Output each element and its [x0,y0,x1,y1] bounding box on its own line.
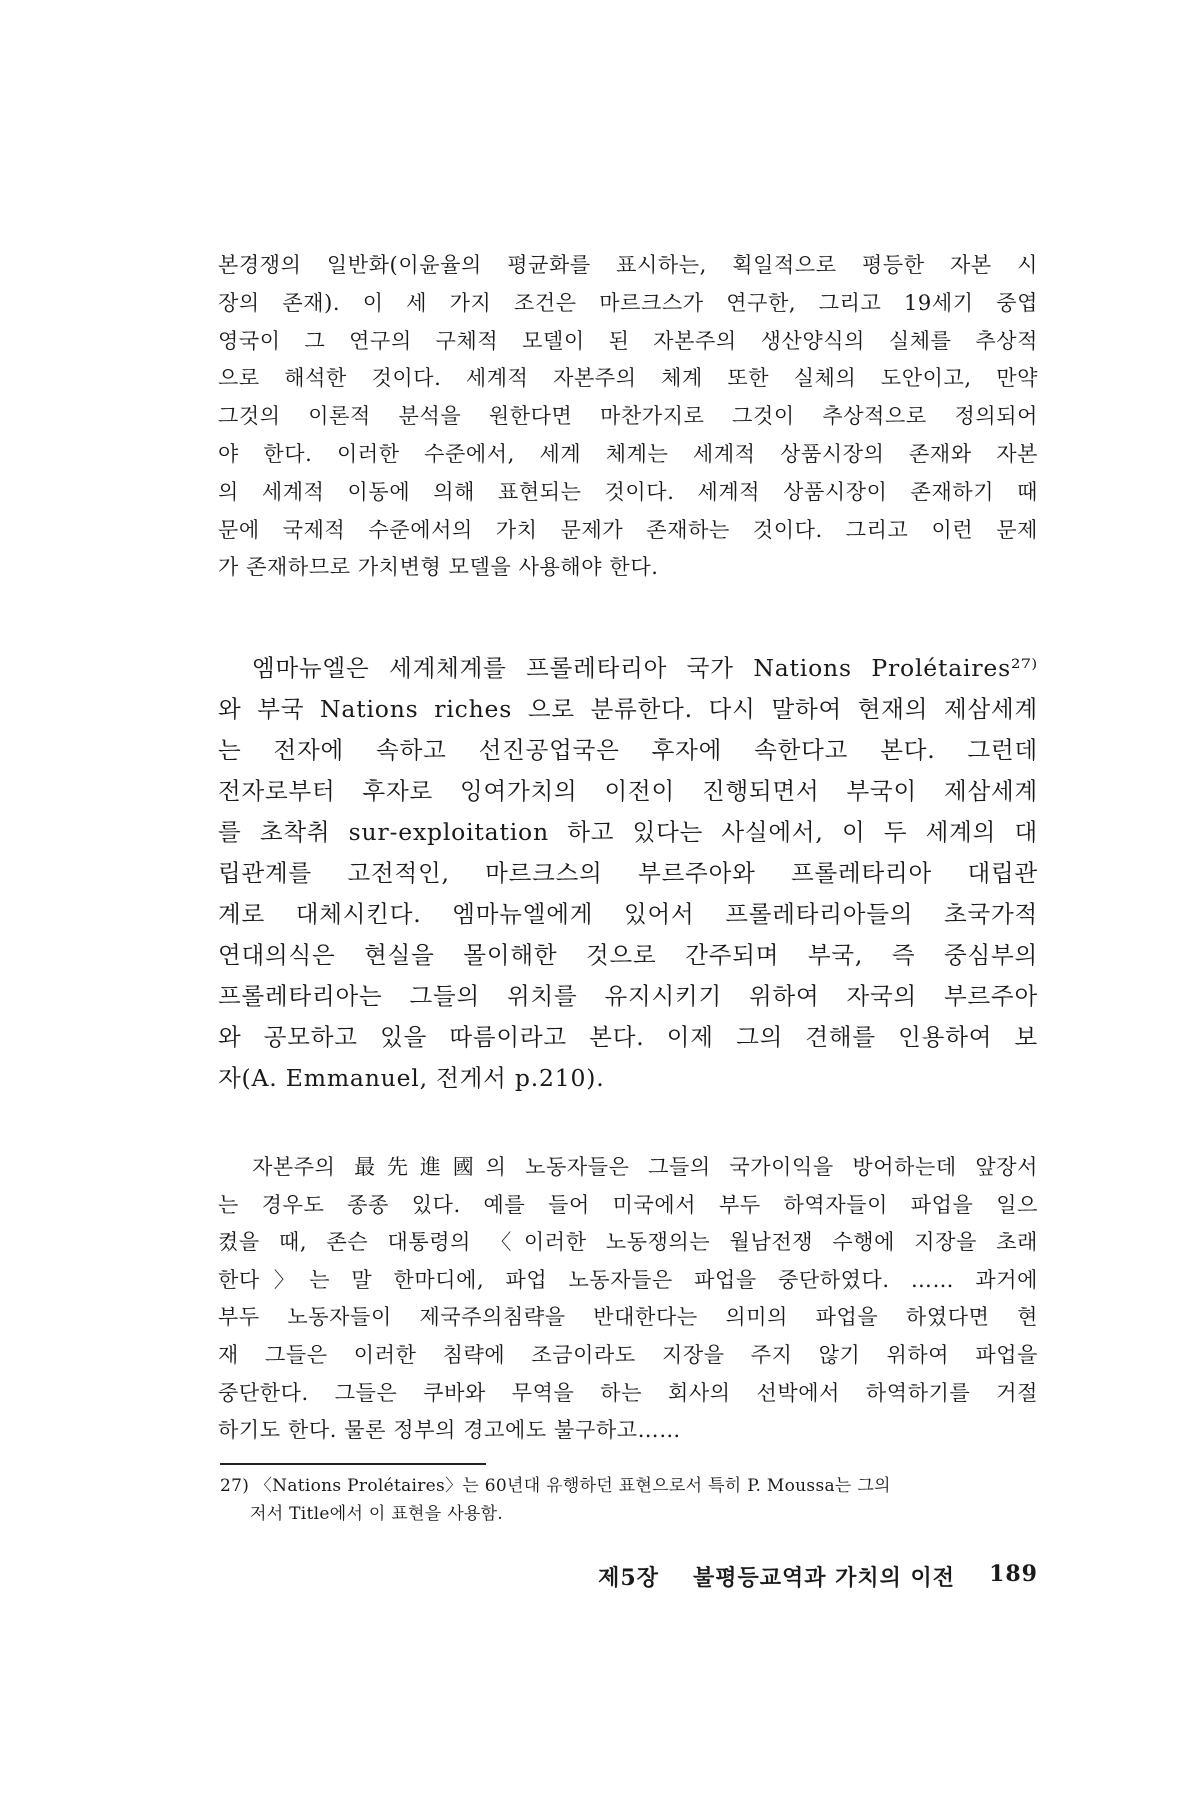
text-line: 한다〉는 말 한마디에, 파업 노동자들은 파업을 중단하였다. …… 과거에 [218,1267,1038,1292]
text-line: 으로 해석한 것이다. 세계적 자본주의 체계 또한 실체의 도안이고, 만약 [218,366,1038,391]
text-line: 를 초착취 sur-exploitation 하고 있다는 사실에서, 이 두 세계의 대 [218,818,1038,846]
text-line: 하기도 한다. 물론 정부의 경고에도 불구하고…… [218,1418,681,1443]
text-line: 계로 대체시킨다. 엠마뉴엘에게 있어서 프롤레타리아들의 초국가적 [218,900,1038,928]
chapter-number: 제5장 [598,1565,659,1591]
footnote-line: 저서 Title에서 이 표현을 사용함. [250,1504,504,1524]
block-quote [218,1149,1038,1450]
text-line: 그것의 이론적 분석을 원한다면 마찬가지로 그것이 추상적으로 정의되어 [218,404,1038,429]
text-line: 야 한다. 이러한 수준에서, 세계 체계는 세계적 상품시장의 존재와 자본 [218,441,1038,466]
text-line: 립관계를 고전적인, 마르크스의 부르주아와 프롤레타리아 대립관 [218,859,1038,887]
text-line: 는 전자에 속하고 선진공업국은 후자에 속한다고 본다. 그런데 [218,736,1038,764]
text-line: 영국이 그 연구의 구체적 모델이 된 자본주의 생산양식의 실체를 추상적 [218,328,1038,353]
footnote [220,1472,1038,1528]
text-line: 가 존재하므로 가치변형 모델을 사용해야 한다. [218,555,659,580]
text-line: 재 그들은 이러한 침략에 조금이라도 지장을 주지 않기 위하여 파업을 [218,1342,1038,1367]
text-line: 자본주의 最先進國의 노동자들은 그들의 국가이익을 방어하는데 앞장서 [252,1155,1038,1179]
text-line: 장의 존재). 이 세 가지 조건은 마르크스가 연구한, 그리고 19세기 중엽 [218,290,1038,315]
footnote-divider [220,1463,486,1465]
text-line: 연대의식은 현실을 몰이해한 것으로 간주되며 부국, 즉 중심부의 [218,941,1038,969]
chapter-title: 불평등교역과 가치의 이전 [692,1565,956,1591]
page-number: 189 [989,1561,1038,1587]
footnote-line: 27) 〈Nations Prolétaires〉는 60년대 유행하던 표현으로서 특히 P. Moussa는 그의 [220,1476,891,1496]
text-line: 자(A. Emmanuel, 전게서 p.210). [218,1064,605,1092]
text-line: 본경쟁의 일반화(이윤율의 평균화를 표시하는, 획일적으로 평등한 자본 시 [218,253,1038,277]
running-footer [560,1561,1038,1592]
text-line: 의 세계적 이동에 의해 표현되는 것이다. 세계적 상품시장이 존재하기 때 [218,479,1038,504]
text-line: 프롤레타리아는 그들의 위치를 유지시키기 위하여 자국의 부르주아 [218,982,1038,1010]
text-line: 와 부국 Nations riches 으로 분류한다. 다시 말하여 현재의 제삼세계 [218,695,1038,723]
text-line: 는 경우도 종종 있다. 예를 들어 미국에서 부두 하역자들이 파업을 일으 [218,1192,1038,1217]
text-line: 중단한다. 그들은 쿠바와 무역을 하는 회사의 선박에서 하역하기를 거절 [218,1380,1038,1405]
text-line: 부두 노동자들이 제국주의침략을 반대한다는 의미의 파업을 하였다면 현 [218,1305,1038,1330]
text-line: 문에 국제적 수준에서의 가치 문제가 존재하는 것이다. 그리고 이런 문제 [218,517,1038,542]
text-line: 엠마뉴엘은 세계체계를 프롤레타리아 국가 Nations Prolétaires²⁷⁾ [252,654,1038,682]
text-line: 와 공모하고 있을 따름이라고 본다. 이제 그의 견해를 인용하여 보 [218,1023,1038,1051]
paragraph-emmanuel [218,648,1038,1099]
text-line: 전자로부터 후자로 잉여가치의 이전이 진행되면서 부국이 제삼세계 [218,777,1038,805]
text-line: 켰을 때, 존슨 대통령의 〈이러한 노동쟁의는 월남전쟁 수행에 지장을 초래 [218,1230,1038,1255]
paragraph-continuation [218,247,1038,587]
